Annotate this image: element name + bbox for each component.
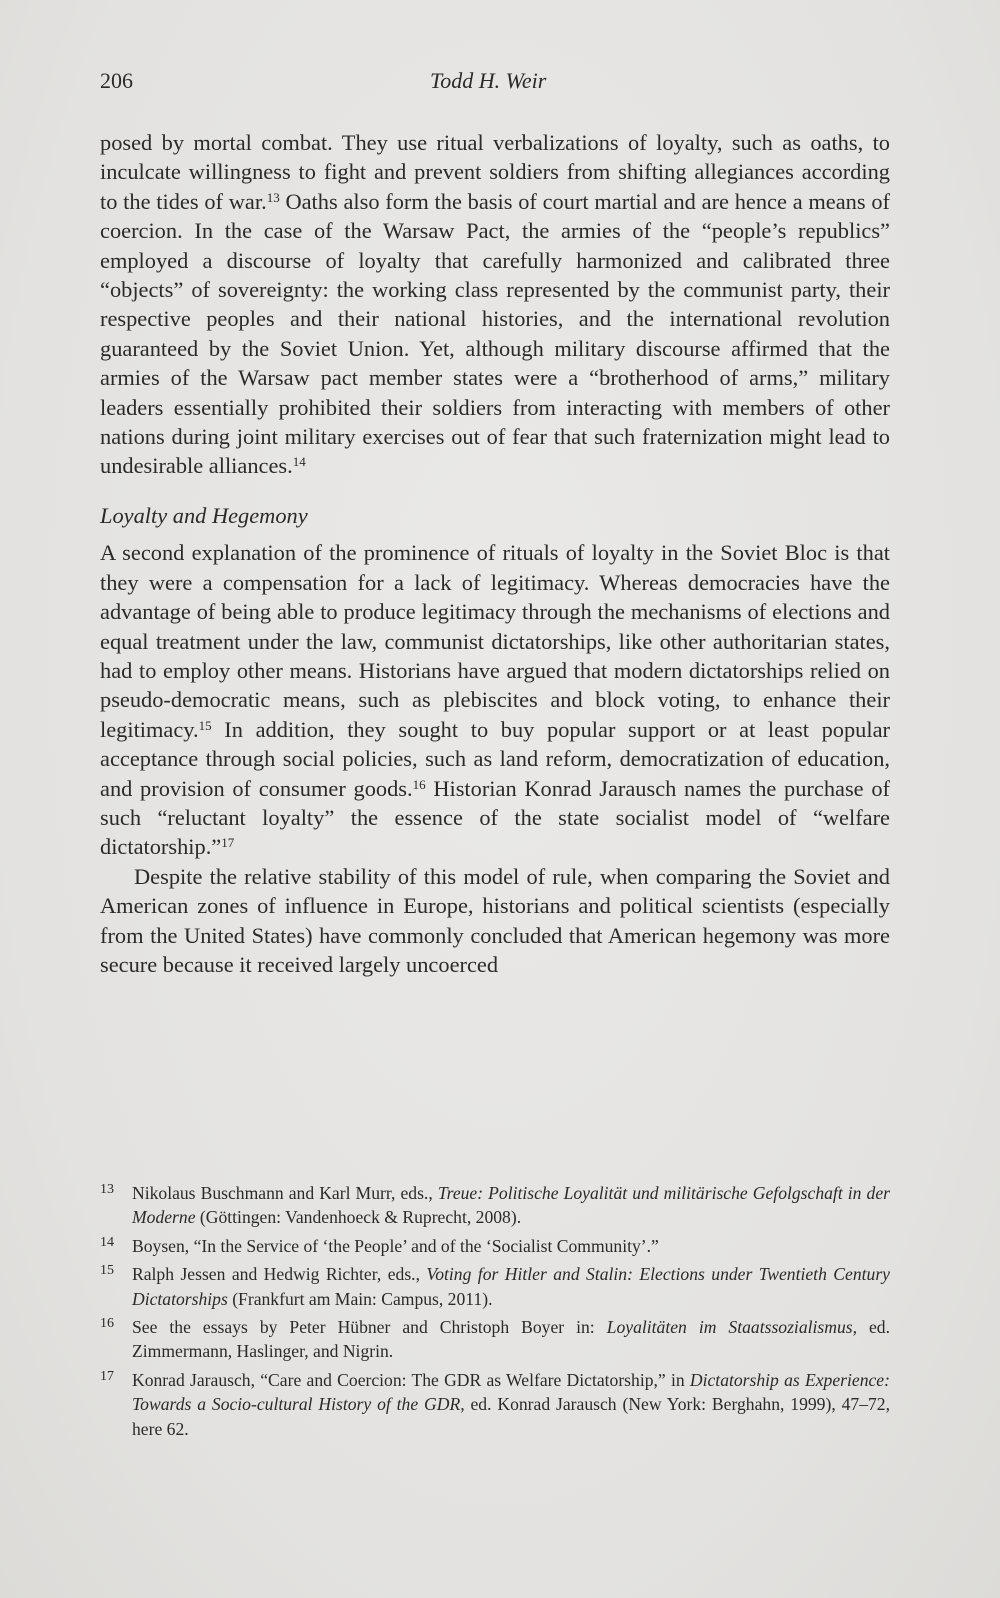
running-title-author: Todd H. Weir	[430, 68, 547, 93]
footnote-title: Loyalitäten im Staatssozialismus,	[606, 1317, 857, 1338]
paragraph-text: In addition, they sought to buy popular support or at least popular acceptance through social policies, such as land reform, democratization of education, and provision of consumer goods.	[100, 716, 890, 801]
footnote-text: Konrad Jarausch, “Care and Coercion: The GDR as Welfare Dictatorship,” in	[132, 1369, 690, 1390]
running-head	[100, 68, 890, 102]
footnote-number: 17	[100, 1368, 114, 1384]
footnote-number: 14	[100, 1234, 114, 1250]
footnote-ref-15: 15	[198, 717, 212, 733]
footnote-title: Voting for Hitler and Stalin: Elections under Twentieth Century Dictatorships	[132, 1264, 890, 1309]
paragraph-2	[100, 538, 890, 861]
paragraph-text: posed by mortal combat. They use ritual verbalizations of loyalty, such as oaths, to inculcate willingness to fight and prevent soldiers from shifting allegiances according to the tides of war.	[100, 130, 890, 214]
footnote-text: Ralph Jessen and Hedwig Richter, eds.,	[132, 1264, 427, 1285]
footnote-text: ed. Zimmermann, Haslinger, and Nigrin.	[132, 1317, 891, 1362]
page-number: 206	[100, 68, 133, 93]
paragraph-text: Oaths also form the basis of court martial and are hence a means of coercion. In the case of the Warsaw Pact, the armies of the “people’s republics” employed a discourse of loyalty that carefully harmonized and calibrated three “objects” of sovereignty: the working class represented by the communist party, their respective peoples and their national histories, and the international revolution guaranteed by the Soviet Union. Yet, although military discourse affirmed that the armies of the Warsaw pact member states were a “brotherhood of arms,” military leaders essentially prohibited their soldiers from interacting with members of other nations during joint military exercises out of fear that such fraternization might lead to undesirable alliances.	[100, 188, 891, 479]
footnote-text: ed. Konrad Jarausch (New York: Berghahn, 1999), 47–72, here 62.	[132, 1394, 890, 1439]
paragraph-1	[100, 128, 890, 481]
footnote-number: 15	[100, 1263, 114, 1279]
paragraph-text: Historian Konrad Jarausch names the purchase of such “reluctant loyalty” the essence of the state socialist model of “welfare dictatorship.”	[100, 775, 890, 860]
section-heading: Loyalty and Hegemony	[100, 502, 308, 528]
paragraph-3	[100, 862, 890, 980]
footnote-title: Dictatorship as Experience: Towards a Socio-cultural History of the GDR,	[132, 1369, 890, 1415]
footnote-ref-16: 16	[412, 776, 426, 792]
footnotes	[100, 1181, 890, 1445]
paragraph-text: Despite the relative stability of this model of rule, when comparing the Soviet and American zones of influence in Europe, historians and political scientists (especially from the United States) have commonly concluded that American hegemony was more secure because it received largely uncoerced	[100, 863, 890, 977]
footnote-14	[100, 1234, 890, 1258]
footnote-13	[100, 1181, 890, 1230]
footnote-15	[100, 1262, 890, 1311]
footnote-text: See the essays by Peter Hübner and Christoph Boyer in:	[132, 1317, 607, 1338]
footnote-number: 13	[100, 1182, 114, 1197]
paragraph-text: A second explanation of the prominence of rituals of loyalty in the Soviet Bloc is that they were a compensation for a lack of legitimacy. Whereas democracies have the advantage of being able to produce legitimacy through the mechanisms of elections and equal treatment under the law, communist dictatorships, like other authoritarian states, had to employ other means. Historians have argued that modern dictatorships relied on pseudo-democratic means, such as plebiscites and block voting, to enhance their legitimacy.	[100, 540, 890, 742]
footnote-text: Nikolaus Buschmann and Karl Murr, eds.,	[132, 1183, 438, 1203]
footnote-17	[100, 1368, 890, 1441]
body-text	[100, 128, 890, 979]
footnote-text: Boysen, “In the Service of ‘the People’ and of the ‘Socialist Community’.”	[132, 1235, 659, 1256]
footnote-number: 16	[100, 1316, 114, 1332]
footnote-ref-14: 14	[292, 454, 306, 470]
footnote-ref-17: 17	[221, 835, 235, 851]
footnote-16	[100, 1315, 890, 1364]
footnote-ref-13: 13	[266, 189, 280, 205]
footnote-title: Treue: Politische Loyalität und militärische Gefolgschaft in der Moderne	[132, 1183, 890, 1228]
footnote-text: (Göttingen: Vandenhoeck & Ruprecht, 2008).	[195, 1207, 522, 1228]
footnote-text: (Frankfurt am Main: Campus, 2011).	[227, 1288, 493, 1309]
